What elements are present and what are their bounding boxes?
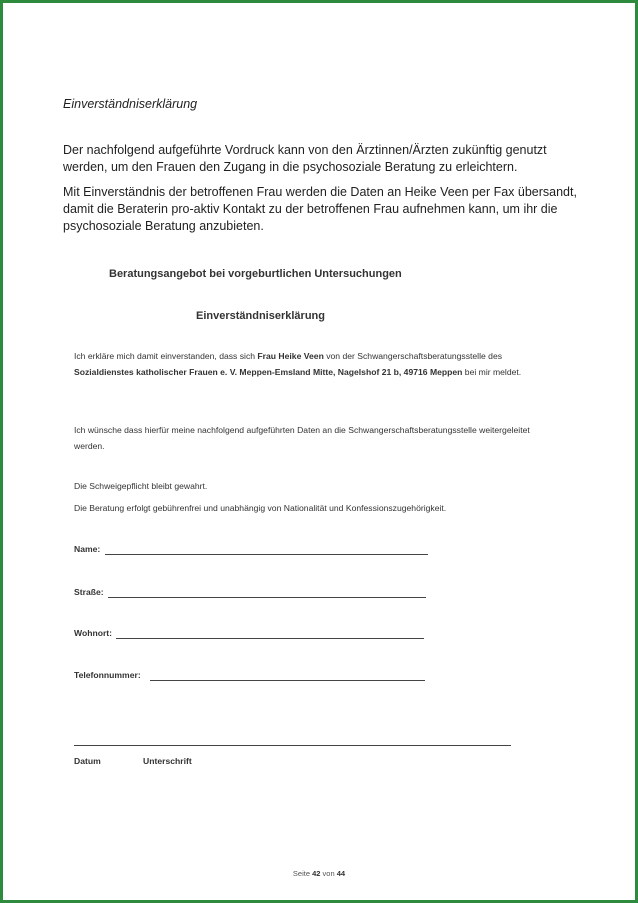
telefon-field-line[interactable] [150,680,425,681]
signature-line[interactable] [74,745,511,746]
total-pages: 44 [336,869,346,878]
free-counseling-text: Die Beratung erfolgt gebührenfrei und unabhängig von Nationalität und Konfessionszugehörigkeit. [74,503,447,513]
consent-part3: bei mir meldet. [462,366,522,377]
wohnort-field-label: Wohnort: [74,628,113,638]
strasse-field-line[interactable] [108,597,426,598]
consent-part2: von der Schwangerschaftsberatungsstelle des [323,351,503,361]
strasse-field-label: Straße: [74,587,104,597]
consent-text [74,349,544,380]
signature-label: Unterschrift [143,756,192,766]
current-page: 42 [312,869,321,878]
page-prefix: Seite [292,869,313,878]
organization-address: Sozialdienstes katholischer Frauen e. V. Meppen-Emsland Mitte, Nagelshof 21 b, 49716 Meppen [74,366,463,377]
forwarding-text: Ich wünsche dass hierfür meine nachfolgend aufgeführten Daten an die Schwangerschaftsberatungsstelle weitergeleitet werden. [74,425,530,451]
consent-part1: Ich erkläre mich damit einverstanden, dass sich [74,351,258,361]
form-subtitle: Einverständniserklärung [196,310,325,322]
telefon-field-label: Telefonnummer: [74,670,141,680]
page-middle: von [320,869,337,878]
confidentiality-text: Die Schweigepflicht bleibt gewahrt. [74,481,208,491]
name-field-line[interactable] [105,554,428,555]
document-heading: Einverständniserklärung [63,97,198,111]
intro-paragraph: Der nachfolgend aufgeführte Vordruck kann von den Ärztinnen/Ärzten zukünftig genutzt werden, um den Frauen den Zugang in die psychosoziale Beratung zu erleichtern. [63,143,547,174]
form-title: Beratungsangebot bei vorgeburtlichen Untersuchungen [109,268,402,280]
page-number [3,869,635,878]
date-label: Datum [74,756,101,766]
name-field-label: Name: [74,544,101,554]
fax-paragraph: Mit Einverständnis der betroffenen Frau werden die Daten an Heike Veen per Fax übersandt, damit die Beraterin pro-aktiv Kontakt zu der betroffenen Frau aufnehmen kann, um ihr die psychosoziale Beratung anzubieten. [63,185,577,233]
counselor-name: Frau Heike Veen [257,351,324,361]
wohnort-field-line[interactable] [116,638,424,639]
